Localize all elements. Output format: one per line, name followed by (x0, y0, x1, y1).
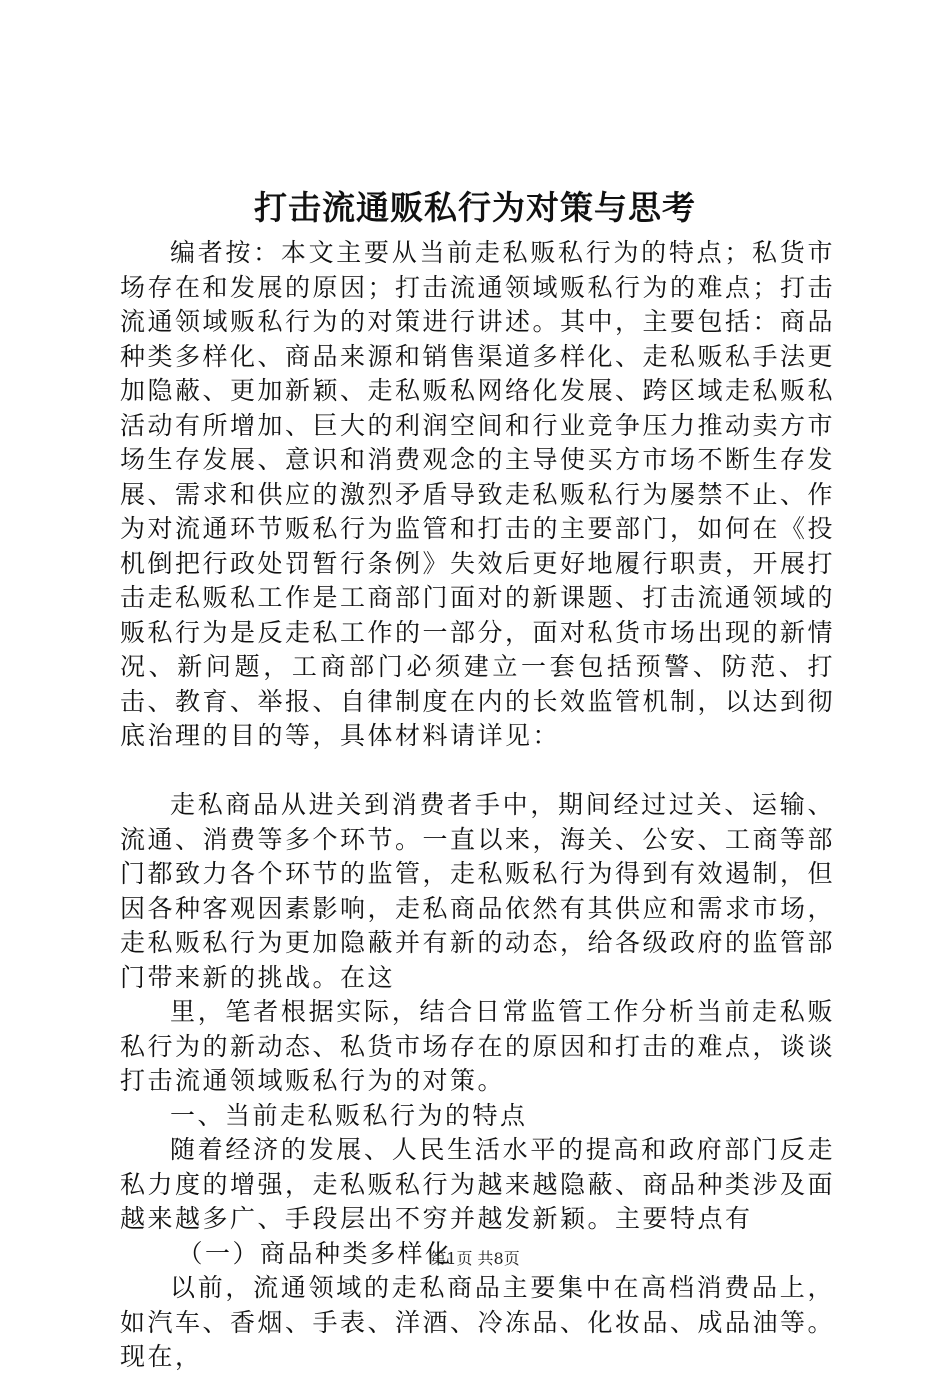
body-paragraph: 里，笔者根据实际，结合日常监管工作分析当前走私贩私行为的新动态、私货市场存在的原因和打击的难点，谈谈打击流通领域贩私行为的对策。 (120, 997, 836, 1095)
body-paragraph: 走私商品从进关到消费者手中，期间经过过关、运输、流通、消费等多个环节。一直以来，海关、公安、工商等部门都致力各个环节的监管，走私贩私行为得到有效遏制，但因各种客观因素影响，走私商品依然有其供应和需求市场，走私贩私行为更加隐蔽并有新的动态，给各级政府的监管部门带来新的挑战。在这 (120, 790, 836, 992)
document-body (120, 236, 835, 1375)
body-paragraph: 随着经济的发展、人民生活水平的提高和政府部门反走私力度的增强，走私贩私行为越来越隐蔽、商品种类涉及面越来越多广、手段层出不穷并越发新颖。主要特点有 (120, 1135, 836, 1233)
page-footer: 第1页 共8页 (430, 1249, 520, 1268)
editor-note-paragraph: 编者按：本文主要从当前走私贩私行为的特点；私货市场存在和发展的原因；打击流通领域贩私行为的难点；打击流通领域贩私行为的对策进行讲述。其中，主要包括：商品种类多样化、商品来源和销售渠道多样化、走私贩私手法更加隐蔽、更加新颖、走私贩私网络化发展、跨区域走私贩私活动有所增加、巨大的利润空间和行业竞争压力推动卖方市场生存发展、意识和消费观念的主导使买方市场不断生存发展、需求和供应的激烈矛盾导致走私贩私行为屡禁不止、作为对流通环节贩私行为监管和打击的主要部门，如何在《投机倒把行政处罚暂行条例》失效后更好地履行职责，开展打击走私贩私工作是工商部门面对的新课题、打击流通领域的贩私行为是反走私工作的一部分，面对私货市场出现的新情况、新问题，工商部门必须建立一套包括预警、防范、打击、教育、举报、自律制度在内的长效监管机制，以达到彻底治理的目的等，具体材料请详见： (120, 238, 836, 750)
section-heading: 一、当前走私贩私行为的特点 (170, 1100, 528, 1130)
document-title: 打击流通贩私行为对策与思考 (254, 188, 696, 227)
body-paragraph: 以前，流通领域的走私商品主要集中在高档消费品上，如汽车、香烟、手表、洋酒、冷冻品、化妆品、成品油等。现在， (120, 1273, 836, 1371)
subsection-heading: （一）商品种类多样化 (177, 1238, 453, 1268)
